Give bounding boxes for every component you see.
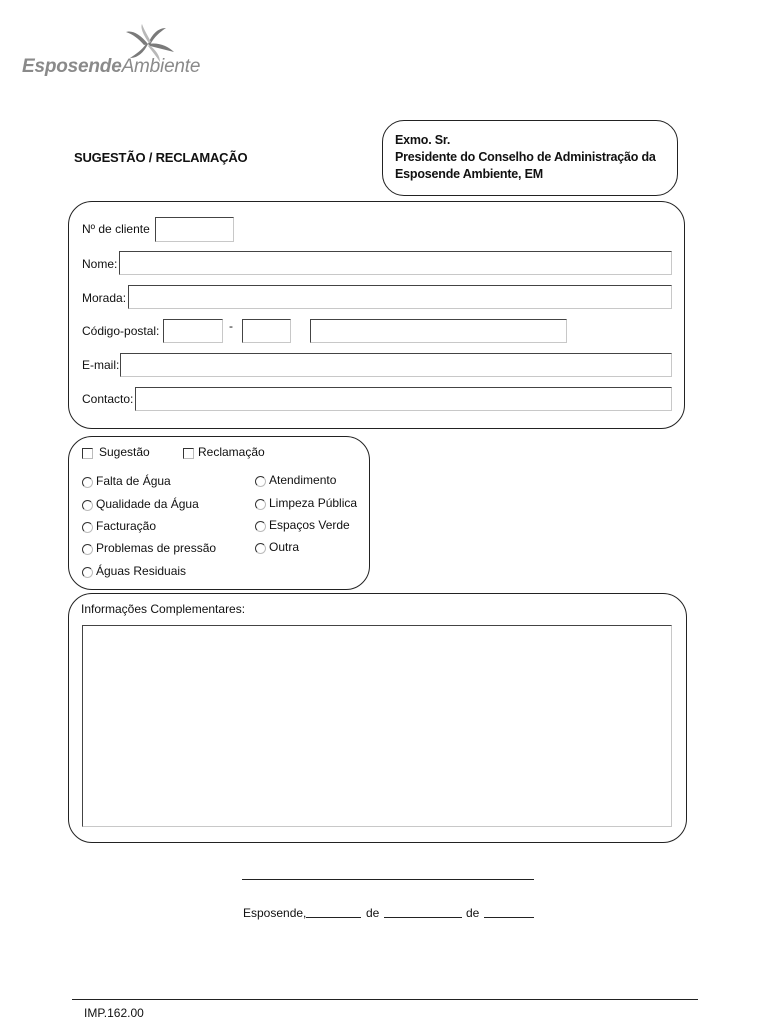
postal-code-field-1[interactable]: [163, 319, 223, 343]
option-espacos-verde: Espaços Verde: [269, 518, 350, 532]
postal-code-label: Código-postal:: [82, 324, 160, 338]
form-title: SUGESTÃO / RECLAMAÇÃO: [74, 150, 248, 165]
additional-info-label: Informações Complementares:: [81, 602, 246, 616]
addressee-line-1: Exmo. Sr.: [395, 133, 451, 147]
footer-divider: [72, 999, 698, 1000]
radio-limpeza-publica[interactable]: [255, 499, 266, 510]
option-qualidade-agua: Qualidade da Água: [96, 497, 199, 511]
option-falta-agua: Falta de Água: [96, 474, 171, 488]
request-type-box: [68, 436, 370, 590]
address-field[interactable]: [128, 285, 672, 309]
logo-light: Ambiente: [121, 56, 201, 77]
year-blank[interactable]: [484, 917, 534, 918]
contact-label: Contacto:: [82, 392, 134, 406]
radio-facturacao[interactable]: [82, 522, 93, 533]
option-atendimento: Atendimento: [269, 473, 337, 487]
client-number-label: Nº de cliente: [82, 222, 150, 236]
postal-code-separator: -: [229, 319, 233, 333]
name-field[interactable]: [119, 251, 672, 275]
option-outra: Outra: [269, 540, 300, 554]
postal-locality-field[interactable]: [310, 319, 567, 343]
radio-falta-agua[interactable]: [82, 477, 93, 488]
option-problemas-pressao: Problemas de pressão: [96, 541, 217, 555]
logo-bold: Esposende: [22, 56, 122, 77]
radio-atendimento[interactable]: [255, 476, 266, 487]
radio-outra[interactable]: [255, 543, 266, 554]
day-blank[interactable]: [306, 917, 361, 918]
suggestion-checkbox[interactable]: [82, 448, 93, 459]
suggestion-label: Sugestão: [99, 445, 150, 459]
postal-code-field-2[interactable]: [242, 319, 291, 343]
addressee-line-2: Presidente do Conselho de Administração da: [395, 150, 656, 164]
option-facturacao: Facturação: [96, 519, 157, 533]
radio-espacos-verde[interactable]: [255, 521, 266, 532]
form-code: IMP.162.00: [84, 1006, 144, 1020]
de-label-1: de: [366, 906, 380, 920]
name-label: Nome:: [82, 257, 118, 271]
contact-field[interactable]: [135, 387, 672, 411]
addressee-box: [382, 120, 678, 196]
additional-info-box: [68, 593, 687, 843]
complaint-label: Reclamação: [198, 445, 265, 459]
radio-qualidade-agua[interactable]: [82, 500, 93, 511]
address-label: Morada:: [82, 291, 127, 305]
de-label-2: de: [466, 906, 480, 920]
month-blank[interactable]: [384, 917, 462, 918]
email-label: E-mail:: [82, 358, 120, 372]
email-field[interactable]: [120, 353, 672, 377]
place-label: Esposende,: [243, 906, 307, 920]
complaint-checkbox[interactable]: [183, 448, 194, 459]
client-data-box: [68, 201, 685, 429]
client-number-field[interactable]: [155, 217, 234, 242]
option-aguas-residuais: Águas Residuais: [96, 564, 187, 578]
option-limpeza-publica: Limpeza Pública: [269, 496, 358, 510]
addressee-line-3: Esposende Ambiente, EM: [395, 167, 543, 181]
logo-text: [22, 56, 200, 78]
signature-line[interactable]: [242, 879, 534, 880]
additional-info-textarea[interactable]: [82, 625, 672, 827]
radio-problemas-pressao[interactable]: [82, 544, 93, 555]
radio-aguas-residuais[interactable]: [82, 567, 93, 578]
